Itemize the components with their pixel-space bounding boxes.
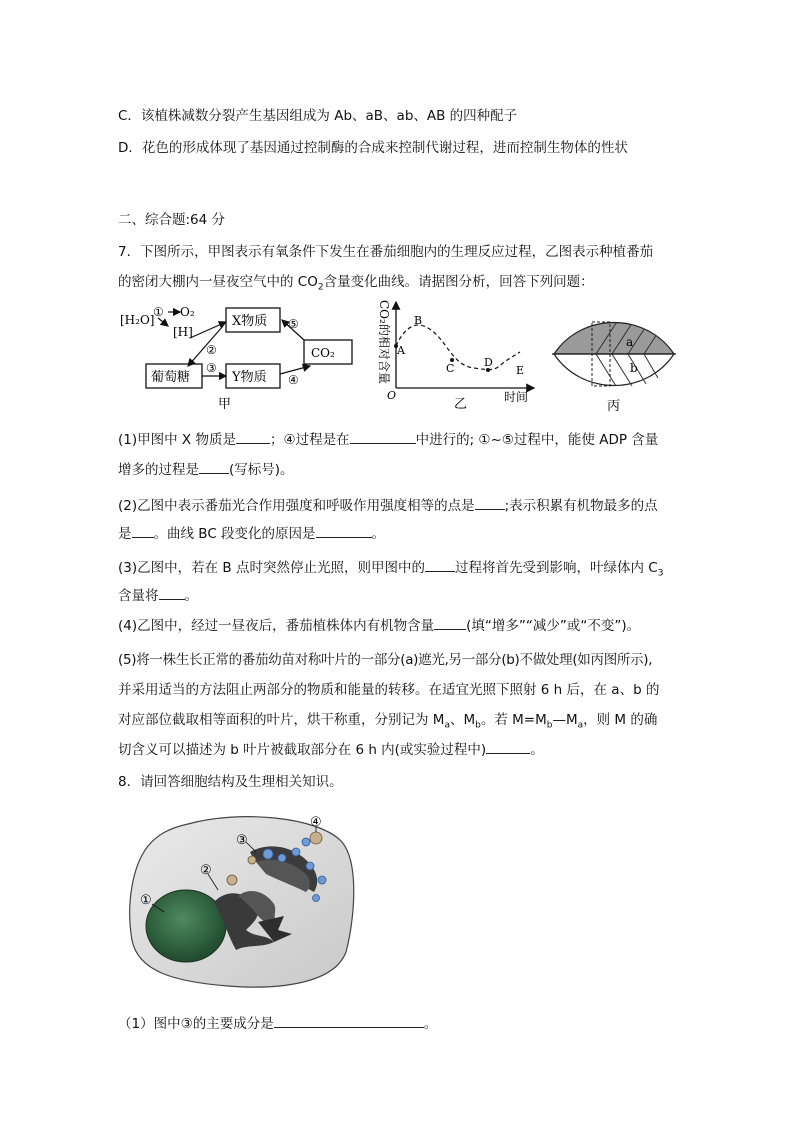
q8-sub1-text-a: （1）图中③的主要成分是 <box>118 1016 274 1032</box>
figure-yi <box>370 296 540 414</box>
q7-part5-text-h: 切含义可以描述为 b 叶片被截取部分在 6 h 内(或实验过程中) <box>118 742 487 758</box>
answer-blank[interactable] <box>236 429 270 444</box>
answer-blank[interactable] <box>425 557 455 572</box>
point-b-label: B <box>414 314 423 327</box>
label-3: ③ <box>236 833 248 848</box>
answer-blank[interactable] <box>434 615 466 630</box>
co2-curve <box>396 325 520 370</box>
q7-part2-text-e: 。 <box>371 526 386 542</box>
q7-part1-line1 <box>118 428 658 448</box>
leaf-bottom-half <box>554 354 674 386</box>
q7-stem-line1: 7．下图所示，甲图表示有氧条件下发生在番茄细胞内的生理反应过程，乙图表示种植番茄 <box>118 244 654 260</box>
answer-blank[interactable] <box>486 739 530 754</box>
q7-part2-text-b: ;表示积累有机物最多的点 <box>504 498 658 514</box>
q8-stem: 8．请回答细胞结构及生理相关知识。 <box>118 774 343 790</box>
q7-part1-text-a: (1)甲图中 X 物质是 <box>118 432 236 448</box>
membrane-vesicle <box>310 832 322 844</box>
q7-part5-text-f: —M <box>552 712 578 728</box>
q7-part5-line2: 并采用适当的方法阻止两部分的物质和能量的转移。在适宜光照下照射 6 h 后，在 a、b 的 <box>118 682 660 698</box>
point-c-label: C <box>446 362 455 375</box>
q7-part4-text-a: (4)乙图中，经过一昼夜后，番茄植株体内有机物含量 <box>118 618 435 634</box>
answer-blank[interactable] <box>350 429 416 444</box>
q7-part2-text-a: (2)乙图中表示番茄光合作用强度和呼吸作用强度相等的点是 <box>118 498 475 514</box>
q7-part3-text-b: 过程将首先受到影响，叶绿体内 C <box>454 560 658 576</box>
q7-part3-text-d: 。 <box>184 588 198 604</box>
q8-sub1-text-b: 。 <box>423 1016 438 1032</box>
q7-part5-text-i: 。 <box>530 742 544 758</box>
x-substance-label: X物质 <box>232 314 268 329</box>
label-2: ② <box>200 863 212 878</box>
q7-part5-line3: 对应部位截取相等面积的叶片，烘干称重，分别记为 $M_a$、$M_b$。若 $M=M_b—M_a$，则 M 的确 <box>118 712 658 731</box>
q7-part5-text-c: 对应部位截取相等面积的叶片，烘干称重，分别记为 M <box>118 712 445 728</box>
q7-part2-text-d: 。曲线 BC 段变化的原因是 <box>153 526 316 542</box>
figure-bing <box>552 300 682 414</box>
figure-jia-label: 甲 <box>218 397 232 412</box>
q7-part3-text-c: 含量将 <box>118 588 159 604</box>
x-axis-label: 时间 <box>504 390 529 404</box>
answer-blank[interactable] <box>274 1013 424 1028</box>
q7-part3-text-a: (3)乙图中，若在 B 点时突然停止光照，则甲图中的 <box>118 560 425 576</box>
q7-part5-line1: (5)将一株生长正常的番茄幼苗对称叶片的一部分(a)遮光,另一部分(b)不做处理(如丙图所示), <box>118 652 653 668</box>
q8-sub1-line <box>118 1012 437 1032</box>
q7-part1-line2 <box>118 458 294 478</box>
leaf-part-b-label: b <box>630 361 638 375</box>
leaf-part-a-label: a <box>626 335 634 349</box>
q7-part5-text-e: 。若 M=M <box>480 712 547 728</box>
q7-part3-line1: (3)乙图中，若在 B 点时突然停止光照，则甲图中的 过程将首先受到影响，叶绿体内 $C_3$ <box>118 556 663 579</box>
point-a-label: A <box>397 344 405 357</box>
q7-part1-text-e: (写标号)。 <box>229 462 294 478</box>
answer-blank[interactable] <box>475 495 505 510</box>
y-axis-label: CO₂的相对含量 <box>377 300 391 384</box>
h2o-label: [H₂O] <box>120 313 155 327</box>
label-1: ① <box>140 893 152 908</box>
origin-label: O <box>387 389 397 402</box>
step-2-label: ② <box>206 343 217 357</box>
y-substance-label: Y物质 <box>232 370 267 385</box>
option-d: D．花色的形成体现了基因通过控制酶的合成来控制代谢过程，进而控制生物体的性状 <box>118 140 628 156</box>
q7-part2-line2 <box>118 522 385 542</box>
o2-label: O₂ <box>180 305 195 319</box>
q7-part5-text-g: ，则 M 的确 <box>583 712 658 728</box>
section-title: 二、综合题:64 分 <box>118 212 226 228</box>
q7-part2-text-c: 是 <box>118 526 132 542</box>
glucose-label: 葡萄糖 <box>151 370 191 385</box>
answer-blank[interactable] <box>199 459 229 474</box>
figure-yi-label: 乙 <box>454 397 468 412</box>
q7-stem-text: 的密闭大棚内一昼夜空气中的 CO <box>118 274 318 290</box>
cell-diagram <box>128 812 360 992</box>
step-4-label: ④ <box>288 373 299 387</box>
step-5-label: ⑤ <box>288 317 299 331</box>
er-vesicle <box>227 875 237 885</box>
q7-part1-text-b: ；④过程是在 <box>269 432 350 448</box>
point-d-label: D <box>484 356 493 369</box>
label-4: ④ <box>310 815 322 830</box>
h-label: [H] <box>173 325 193 339</box>
q7-stem-text-end: 含量变化曲线。请据图分析，回答下列问题： <box>323 274 594 290</box>
step-3-label: ③ <box>206 361 217 375</box>
q7-part5-line4 <box>118 738 544 758</box>
q7-part1-text-c: 中进行的; ①~⑤过程中，能使 ADP 含量 <box>415 432 659 448</box>
q7-part5-text-d: 、M <box>449 712 476 728</box>
point-e-label: E <box>516 364 525 377</box>
q7-part4-text-b: (填“增多”“减少”或“不变”)。 <box>466 618 641 634</box>
figure-jia <box>118 296 368 414</box>
answer-blank[interactable] <box>316 523 372 538</box>
answer-blank[interactable] <box>159 585 185 600</box>
figure-bing-label: 丙 <box>607 399 621 414</box>
step-1-label: ① <box>153 305 164 319</box>
answer-blank[interactable] <box>132 523 154 538</box>
option-c: C．该植株减数分裂产生基因组成为 Ab、aB、ab、AB 的四种配子 <box>118 108 518 124</box>
golgi-vesicle <box>248 856 256 864</box>
q7-part1-text-d: 增多的过程是 <box>118 462 199 478</box>
nucleus <box>146 890 226 962</box>
q7-part3-line2 <box>118 584 198 604</box>
q7-part2-line1 <box>118 494 658 514</box>
co2-label: CO₂ <box>311 346 335 360</box>
q7-part4-line <box>118 614 640 634</box>
q7-stem-line2: 的密闭大棚内一昼夜空气中的 $CO_2$含量变化曲线。请据图分析，回答下列问题： <box>118 274 594 293</box>
